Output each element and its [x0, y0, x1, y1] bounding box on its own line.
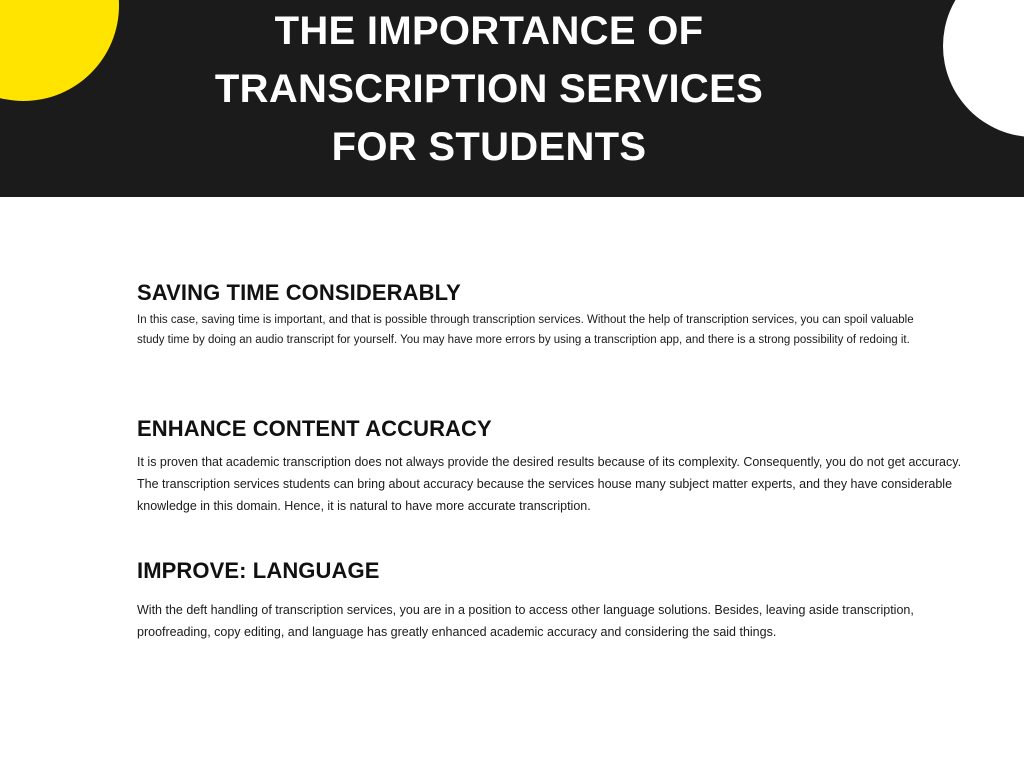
page-title-line-2: TRANSCRIPTION SERVICES	[214, 67, 764, 111]
section-body: With the deft handling of transcription services, you are in a position to access other language solutions. Besides, leaving aside transcription, proofreading, copy editing, and language has greatly enhanced academic accuracy and considering the said things.	[137, 603, 914, 639]
page-title-line-3: FOR STUDENTS	[331, 125, 647, 169]
section-saving-time	[137, 280, 967, 350]
page-title-line-1: THE IMPORTANCE OF	[274, 9, 704, 53]
page-title	[0, 2, 978, 176]
section-body: It is proven that academic transcription does not always provide the desired results because of its complexity. Consequently, you do not get accuracy. The transcription services students can bring about accuracy because the services house many subject matter experts, and they have considerable knowledge in this domain. Hence, it is natural to have more accurate transcription.	[137, 455, 962, 513]
page-header	[0, 0, 1024, 197]
section-content-accuracy	[137, 416, 967, 517]
section-improve-language	[137, 558, 967, 643]
section-heading: IMPROVE: LANGUAGE	[137, 558, 380, 583]
section-heading: ENHANCE CONTENT ACCURACY	[137, 416, 492, 441]
section-body: In this case, saving time is important, and that is possible through transcription services. Without the help of transcription services, you can spoil valuable study time by doing an audio transcript for yourself. You may have more errors by using a transcription app, and there is a strong possibility of redoing it.	[137, 314, 914, 346]
section-heading: SAVING TIME CONSIDERABLY	[137, 280, 461, 305]
